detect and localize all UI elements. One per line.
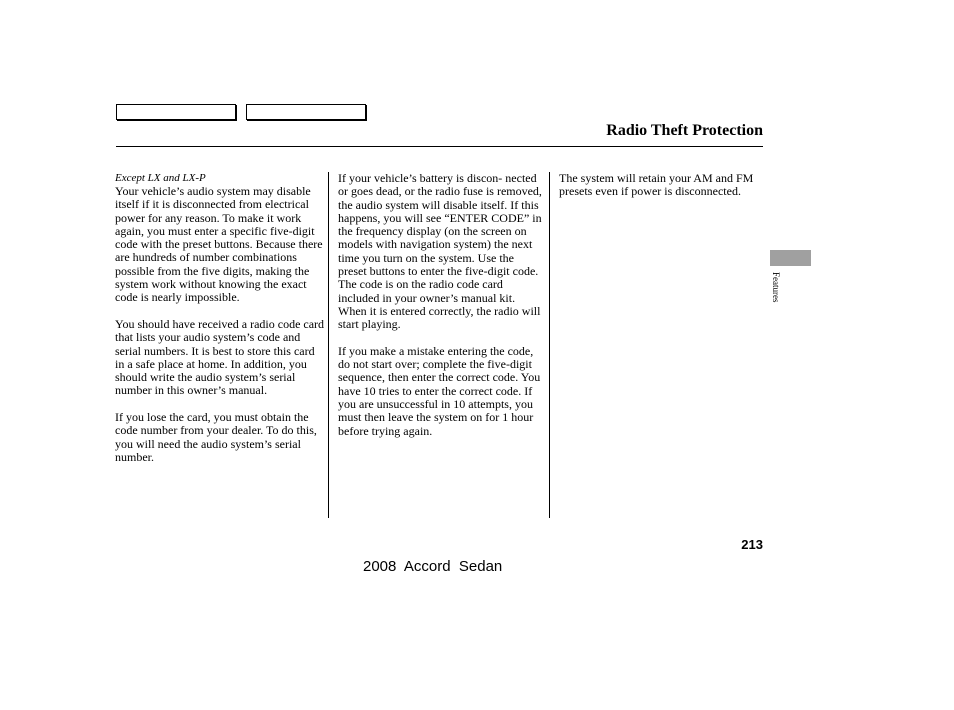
nav-box-next[interactable] xyxy=(246,104,366,120)
section-title: Radio Theft Protection xyxy=(606,122,763,139)
paragraph: Your vehicle’s audio system may disable itself if it is disconnected from electrical power for any reason. To make it work again, you must enter a specific five-digit code with the preset buttons. Because there are hundreds of number combinations possible from the five digits, making the system work without knowing the exact code is nearly impossible. xyxy=(115,184,323,305)
page-number: 213 xyxy=(741,537,763,552)
nav-box-previous[interactable] xyxy=(116,104,236,120)
side-tab-label: Features xyxy=(771,272,781,303)
side-tab-marker xyxy=(770,250,811,266)
paragraph: If your vehicle’s battery is discon- nected or goes dead, or the radio fuse is removed, the audio system will disable itself. If this happens, you will see “ENTER CODE” in the frequency display (on the screen on models with navigation system) the next time you turn on the system. Use the preset buttons to enter the five-digit code. The code is on the radio code card included in your owner’s manual kit. When it is entered correctly, the radio will start playing. xyxy=(338,171,542,332)
text-column-3 xyxy=(559,172,764,212)
text-column-1 xyxy=(115,172,325,478)
footer-model: 2008 Accord Sedan xyxy=(363,558,503,575)
column-divider xyxy=(328,172,329,518)
model-note: Except LX and LX-P xyxy=(115,172,206,184)
title-rule xyxy=(116,146,763,147)
paragraph: The system will retain your AM and FM presets even if power is disconnected. xyxy=(559,171,754,199)
paragraph: You should have received a radio code card that lists your audio system’s code and serial numbers. It is best to store this card in a safe place at home. In addition, you should write the audio system’s serial number in this owner’s manual. xyxy=(115,316,325,398)
text-column-2 xyxy=(338,172,543,451)
paragraph: If you make a mistake entering the code, do not start over; complete the five-digit sequence, then enter the correct code. You have 10 tries to enter the correct code. If you are unsuccessful in 10 attempts, you must then leave the system on for 1 hour before trying again. xyxy=(338,343,541,438)
paragraph: If you lose the card, you must obtain the code number from your dealer. To do this, you will need the audio system’s serial number. xyxy=(115,410,317,464)
column-divider xyxy=(549,172,550,518)
